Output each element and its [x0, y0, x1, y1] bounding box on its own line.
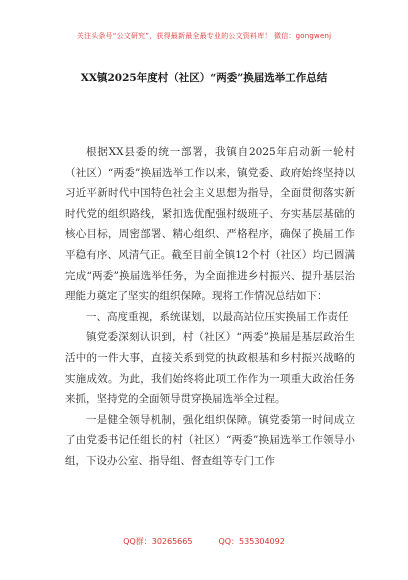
section-heading: 一、高度重视，系统谋划，以最高站位压实换届工作责任 [86, 310, 349, 323]
paragraph: 镇党委深刻认识到，村（社区）“两委”换届是基层政治生活中的一件大事，直接关系到党的执政根基和乡村振兴战略的实施成效。为此，我们始终将此项工作作为一项重大政治任务来抓，坚持党的全面领导贯穿换届选举全过程。 [65, 331, 355, 406]
footer-qq-group: QQ群：30265665 [123, 537, 193, 546]
paragraph: 一是健全领导机制，强化组织保障。镇党委第一时间成立了由党委书记任组长的村（社区）“两委”换届选举工作领导小组，下设办公室、指导组、督查组等专门工作 [65, 413, 355, 467]
document-title: XX镇2025年度村（社区）“两委”换届选举工作总结 [80, 72, 328, 84]
document-body [65, 142, 355, 472]
header-banner: 关注头条号“公文研究”，获得最新最全最专业的公文资料库！ 微信：gongwenj [76, 32, 332, 40]
footer-qq-number: QQ：535304092 [218, 537, 285, 546]
footer-contact [0, 536, 408, 547]
paragraph: 根据XX县委的统一部署，我镇自2025年启动新一轮村（社区）“两委”换届选举工作以来，镇党委、政府始终坚持以习近平新时代中国特色社会主义思想为指导，全面贯彻落实新时代党的组织路线，紧扣选优配强村级班子、夯实基层基础的核心目标，周密部署、精心组织、严格程序，确保了换届工作平稳有序、风清气正。截至目前全镇12个村（社区）均已圆满完成“两委”换届选举任务，为全面推进乡村振兴、提升基层治理能力奠定了坚实的组织保障。现将工作情况总结如下： [65, 146, 355, 303]
